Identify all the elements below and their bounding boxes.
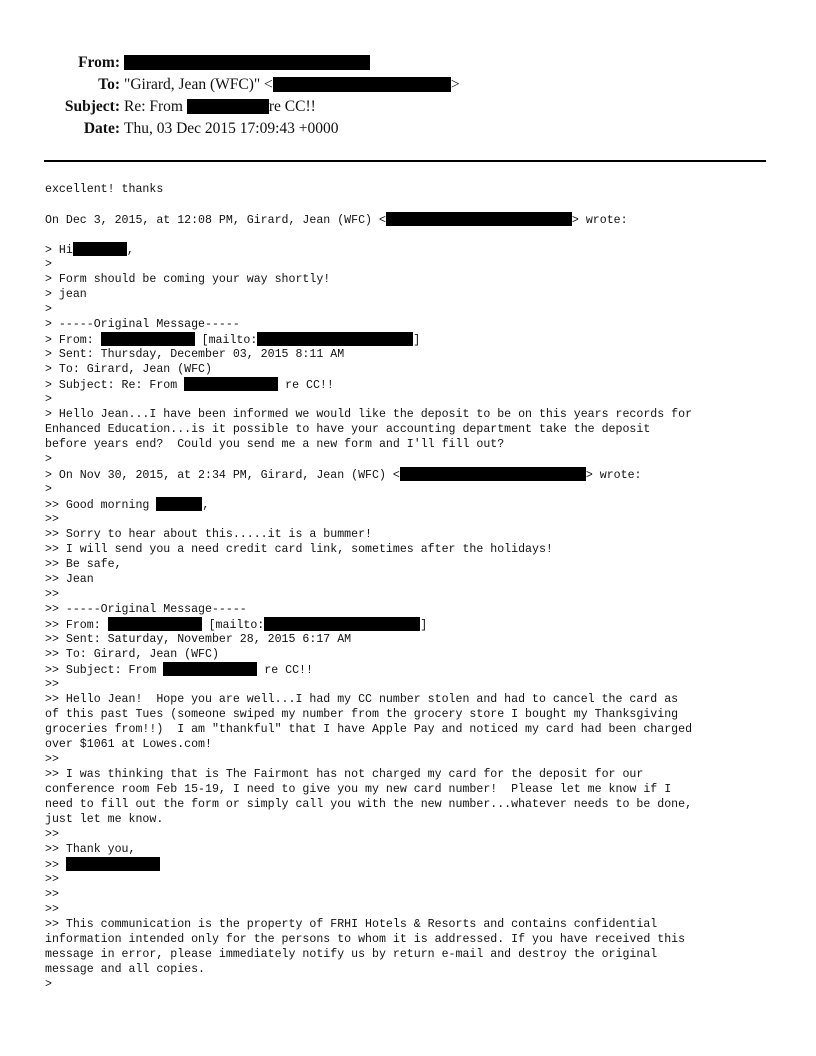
body-line: > — [45, 483, 52, 496]
redaction-block — [163, 662, 257, 676]
subject-suffix: re CC!! — [268, 98, 316, 115]
body-line: >> I will send you a need credit card link, sometimes after the holidays! — [45, 543, 553, 556]
subject-value — [124, 96, 316, 118]
body-line: > — [45, 303, 52, 316]
body-line: >> — [45, 888, 59, 901]
quote-attribution — [45, 212, 785, 227]
from-label: From: — [78, 54, 120, 71]
email-header — [0, 52, 816, 140]
body-line: > Hello Jean...I have been informed we would like the deposit to be on this years records for — [45, 408, 693, 421]
body-line: > — [45, 453, 52, 466]
body-line: >> To: Girard, Jean (WFC) — [45, 648, 219, 661]
body-line: >> — [45, 828, 59, 841]
quote-marker: >> — [45, 859, 66, 872]
subject-row — [0, 96, 816, 118]
to-label: To: — [98, 76, 120, 93]
body-line: > — [45, 978, 52, 991]
body-line — [45, 242, 785, 257]
body-line: >> -----Original Message----- — [45, 603, 247, 616]
body-line: >> Hello Jean! Hope you are well...I had my CC number stolen and had to cancel the card as — [45, 693, 679, 706]
to-row — [0, 74, 816, 96]
email-body — [45, 182, 785, 992]
from-text: >> From: — [45, 619, 108, 632]
body-line: >> Sorry to hear about this.....it is a bummer! — [45, 528, 372, 541]
body-line: before years end? Could you send me a new form and I'll fill out? — [45, 438, 505, 451]
greeting-text: > Hi — [45, 244, 73, 257]
disclaimer-line: message in error, please immediately notify us by return e-mail and destroy the original — [45, 948, 658, 961]
body-line: > Sent: Thursday, December 03, 2015 8:11 AM — [45, 348, 345, 361]
body-line: > — [45, 393, 52, 406]
mailto-text: [mailto: — [194, 334, 258, 347]
quote-attribution — [45, 467, 785, 482]
date-row — [0, 118, 816, 140]
body-line: need to fill out the form or simply call you with the new number...whatever needs to be done, — [45, 798, 693, 811]
body-line: excellent! thanks — [45, 183, 164, 196]
body-line: of this past Tues (someone swiped my number from the grocery store I bought my Thanksgiving — [45, 708, 679, 721]
subject-suffix: re CC!! — [257, 664, 313, 677]
redaction-block — [101, 332, 195, 346]
body-line: just let me know. — [45, 813, 164, 826]
subject-prefix: Re: From — [124, 98, 187, 115]
date-value: Thu, 03 Dec 2015 17:09:43 +0000 — [124, 120, 339, 137]
disclaimer-line: >> This communication is the property of FRHI Hotels & Resorts and contains confidential — [45, 918, 658, 931]
redaction-block — [73, 242, 127, 256]
redaction-block — [273, 77, 451, 92]
signature-line — [45, 857, 785, 872]
redaction-block — [108, 617, 202, 631]
body-line: >> — [45, 513, 59, 526]
mailto-close: ] — [413, 334, 421, 347]
redaction-block — [66, 857, 160, 871]
body-line: > To: Girard, Jean (WFC) — [45, 363, 212, 376]
body-line: conference room Feb 15-19, I need to give you my new card number! Please let me know if I — [45, 783, 672, 796]
body-line: > — [45, 258, 52, 271]
attribution-suffix: > wrote: — [571, 214, 628, 227]
subject-label: Subject: — [64, 98, 120, 115]
body-line: over $1061 at Lowes.com! — [45, 738, 212, 751]
body-line: groceries from!!) I am "thankful" that I have Apple Pay and noticed my card had been charged — [45, 723, 693, 736]
body-line: >> — [45, 678, 59, 691]
disclaimer-line: information intended only for the persons to whom it is addressed. If you have received this — [45, 933, 686, 946]
body-line: >> Be safe, — [45, 558, 122, 571]
subject-suffix: re CC!! — [278, 379, 334, 392]
body-line — [45, 662, 785, 677]
body-line: >> — [45, 903, 59, 916]
body-line: Enhanced Education...is it possible to have your accounting department take the deposit — [45, 423, 651, 436]
attribution-text: > On Nov 30, 2015, at 2:34 PM, Girard, Jean (WFC) < — [45, 469, 400, 482]
attribution-suffix: > wrote: — [585, 469, 642, 482]
body-line: >> Jean — [45, 573, 94, 586]
greeting-text: >> Good morning — [45, 499, 157, 512]
body-line: > Form should be coming your way shortly! — [45, 273, 331, 286]
body-line — [45, 332, 785, 347]
redaction-block — [124, 55, 370, 70]
subject-text: >> Subject: From — [45, 664, 164, 677]
disclaimer-line: message and all copies. — [45, 963, 206, 976]
greeting-comma: , — [126, 244, 134, 257]
attribution-text: On Dec 3, 2015, at 12:08 PM, Girard, Jean (WFC) < — [45, 214, 386, 227]
redaction-block — [156, 497, 202, 511]
body-line: >> Sent: Saturday, November 28, 2015 6:17 AM — [45, 633, 352, 646]
date-label: Date: — [83, 120, 120, 137]
from-text: > From: — [45, 334, 101, 347]
greeting-comma: , — [202, 499, 210, 512]
to-value — [124, 74, 460, 96]
subject-text: > Subject: Re: From — [45, 379, 185, 392]
redaction-block — [264, 617, 420, 631]
body-line: >> I was thinking that is The Fairmont has not charged my card for the deposit for our — [45, 768, 644, 781]
to-name: "Girard, Jean (WFC)" < — [124, 76, 273, 93]
body-line: >> — [45, 873, 59, 886]
body-line — [45, 497, 785, 512]
body-line — [45, 617, 785, 632]
to-close-bracket: > — [450, 76, 460, 93]
body-line: >> — [45, 588, 59, 601]
redaction-block — [386, 212, 572, 226]
mailto-close: ] — [420, 619, 428, 632]
body-line: > -----Original Message----- — [45, 318, 240, 331]
redaction-block — [400, 467, 586, 481]
redaction-block — [184, 377, 278, 391]
from-value — [124, 52, 370, 74]
redaction-block — [187, 99, 269, 114]
body-line: > jean — [45, 288, 87, 301]
body-line: >> — [45, 753, 59, 766]
mailto-text: [mailto: — [201, 619, 265, 632]
body-line: >> Thank you, — [45, 843, 136, 856]
from-row — [0, 52, 816, 74]
redaction-block — [257, 332, 413, 346]
header-divider — [44, 160, 766, 162]
body-line — [45, 377, 785, 392]
